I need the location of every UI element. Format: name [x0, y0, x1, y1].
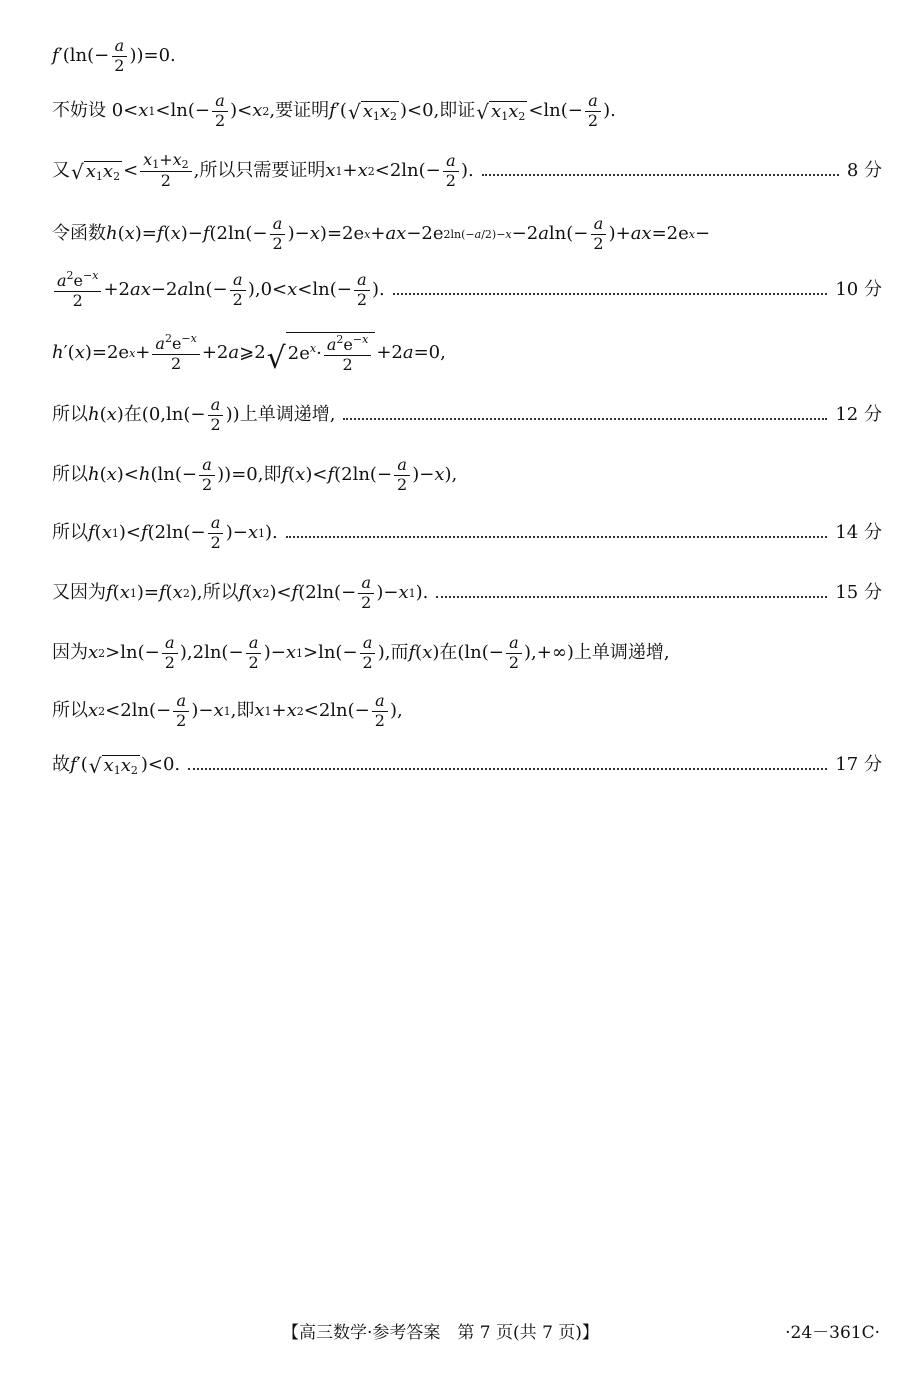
score-label: 12 分: [835, 404, 882, 425]
score-label: 14 分: [835, 522, 882, 543]
math-expression: 所以 h ( x )在(0,ln(− $\frac{a}{2}$ ))上单调递增,: [52, 394, 336, 434]
solution-line-7: [52, 394, 882, 436]
solution-line-13: [52, 748, 882, 782]
score-label: 10 分: [835, 279, 882, 300]
solution-line-5: [52, 268, 882, 312]
solution-line-1: [52, 36, 882, 76]
solution-line-10: [52, 572, 882, 614]
math-expression: $\frac{a^2e^{-x}}{2}$ +2 ax −2 a ln(− $\frac{a}{2}$ ),0< x <ln(− $\frac{a}{2}$ ).: [52, 270, 385, 310]
score-label: 17 分: [835, 754, 882, 775]
solution-line-4: [52, 212, 882, 256]
solution-line-6: [52, 330, 882, 376]
math-expression: f ′(ln(− $\frac{a}{2}$ ))=0.: [52, 35, 176, 75]
dot-leader: [188, 768, 827, 770]
solution-line-12: [52, 690, 882, 732]
score-label: 15 分: [835, 582, 882, 603]
dot-leader: [286, 536, 828, 538]
footer-code: ·24－361C·: [785, 1323, 880, 1343]
math-expression: 所以 f ( x 1 )< f (2ln(− $\frac{a}{2}$ )− x 1 ).: [52, 512, 278, 552]
page-footer: [0, 1318, 900, 1342]
dot-leader: [436, 596, 827, 598]
dot-leader: [482, 174, 839, 176]
solution-line-8: [52, 454, 882, 496]
solution-line-9: [52, 512, 882, 554]
math-expression: 故 f ′( √ $x_1x_2$ )<0.: [52, 753, 181, 778]
math-expression: 因为 x 2 >ln(− $\frac{a}{2}$ ),2ln(− $\frac{a}{2}$ )− x 1 >ln(− $\frac{a}{2}$ ),而 f ( x )在(ln(− $\frac{a}{2}$ ),+∞)上单调递增,: [52, 632, 670, 672]
dot-leader: [393, 293, 828, 295]
score-label: 8 分: [846, 160, 882, 181]
solution-line-11: [52, 632, 882, 674]
solution-line-3: [52, 150, 882, 192]
math-expression: 又 √ $x_1x_2$ < $\frac{x_1+x_2}{2}$ ,所以只需要证明 x 1 + x 2 <2ln(− $\frac{a}{2}$ ).: [52, 149, 474, 191]
math-expression: h ′( x )=2e x + $\frac{a^2e^{-x}}{2}$ +2 a ⩾2 √ $2e^x\cdot$ $\frac{a^2e^{-x}}{2}$ +2 a =0,: [52, 332, 446, 376]
math-expression: 又因为 f ( x 1 )= f ( x 2 ),所以 f ( x 2 )< f (2ln(− $\frac{a}{2}$ )− x 1 ).: [52, 572, 429, 612]
math-expression: 不妨设 0< x 1 <ln(− $\frac{a}{2}$ )< x 2 ,要证明 f ′( √ $x_1x_2$ )<0,即证 √ $x_1x_2$ <ln(− $\frac{a}{2}$ ).: [52, 90, 616, 130]
footer-title: 【高三数学·参考答案 第 7 页(共 7 页)】: [282, 1323, 599, 1343]
solution-line-2: [52, 90, 882, 132]
math-expression: 所以 h ( x )< h (ln(− $\frac{a}{2}$ ))=0,即 f ( x )< f (2ln(− $\frac{a}{2}$ )− x ),: [52, 454, 458, 494]
math-expression: 令函数 h ( x )= f ( x )− f (2ln(− $\frac{a}{2}$ )− x )=2e x + ax −2e 2ln(−a/2)−x −2 a ln(− $\frac{a}{2}$ )+ ax =2e x −: [52, 213, 711, 253]
math-expression: 所以 x 2 <2ln(− $\frac{a}{2}$ )− x 1 ,即 x 1 + x 2 <2ln(− $\frac{a}{2}$ ),: [52, 690, 403, 730]
dot-leader: [343, 418, 827, 420]
